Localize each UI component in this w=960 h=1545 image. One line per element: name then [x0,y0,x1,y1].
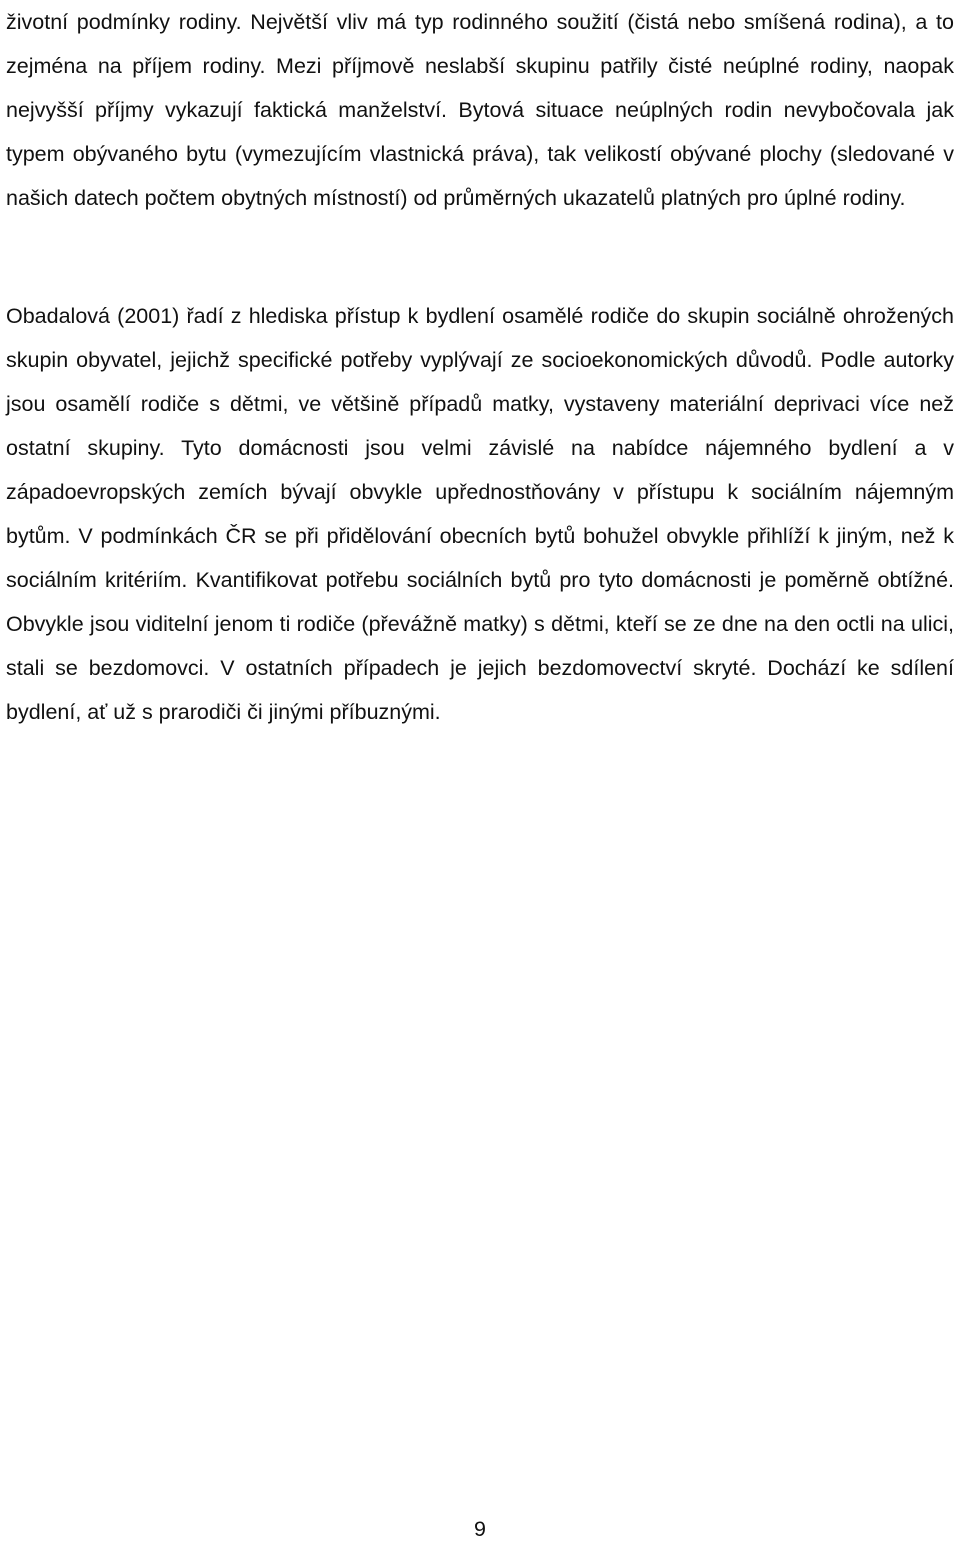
page-number: 9 [474,1517,486,1541]
paragraph-1: životní podmínky rodiny. Největší vliv má typ rodinného soužití (čistá nebo smíšená rodina), a to zejména na příjem rodiny. Mezi příjmově neslabší skupinu patřily čisté neúplné rodiny, naopak nejvyšší příjmy vykazují faktická manželství. Bytová situace neúplných rodin nevybočovala jak typem obývaného bytu (vymezujícím vlastnická práva), tak velikostí obývané plochy (sledované v našich datech počtem obytných místností) od průměrných ukazatelů platných pro úplné rodiny. [6,10,954,210]
paragraph-2: Obadalová (2001) řadí z hlediska přístup k bydlení osamělé rodiče do skupin sociálně ohrožených skupin obyvatel, jejichž specifické potřeby vyplývají ze socioekonomických důvodů. Podle autorky jsou osamělí rodiče s dětmi, ve většině případů matky, vystaveny materiální deprivaci více než ostatní skupiny. Tyto domácnosti jsou velmi závislé na nabídce nájemného bydlení a v západoevropských zemích bývají obvykle upřednostňovány v přístupu k sociálním nájemným bytům. V podmínkách ČR se při přidělování obecních bytů bohužel obvykle přihlíží k jiným, než k sociálním kritériím. Kvantifikovat potřebu sociálních bytů pro tyto domácnosti je poměrně obtížné. Obvykle jsou viditelní jenom ti rodiče (převážně matky) s dětmi, kteří se ze dne na den octli na ulici, stali se bezdomovci. V ostatních případech je jejich bezdomovectví skryté. Dochází ke sdílení bydlení, ať už s prarodiči či jinými příbuznými. [6,304,954,724]
